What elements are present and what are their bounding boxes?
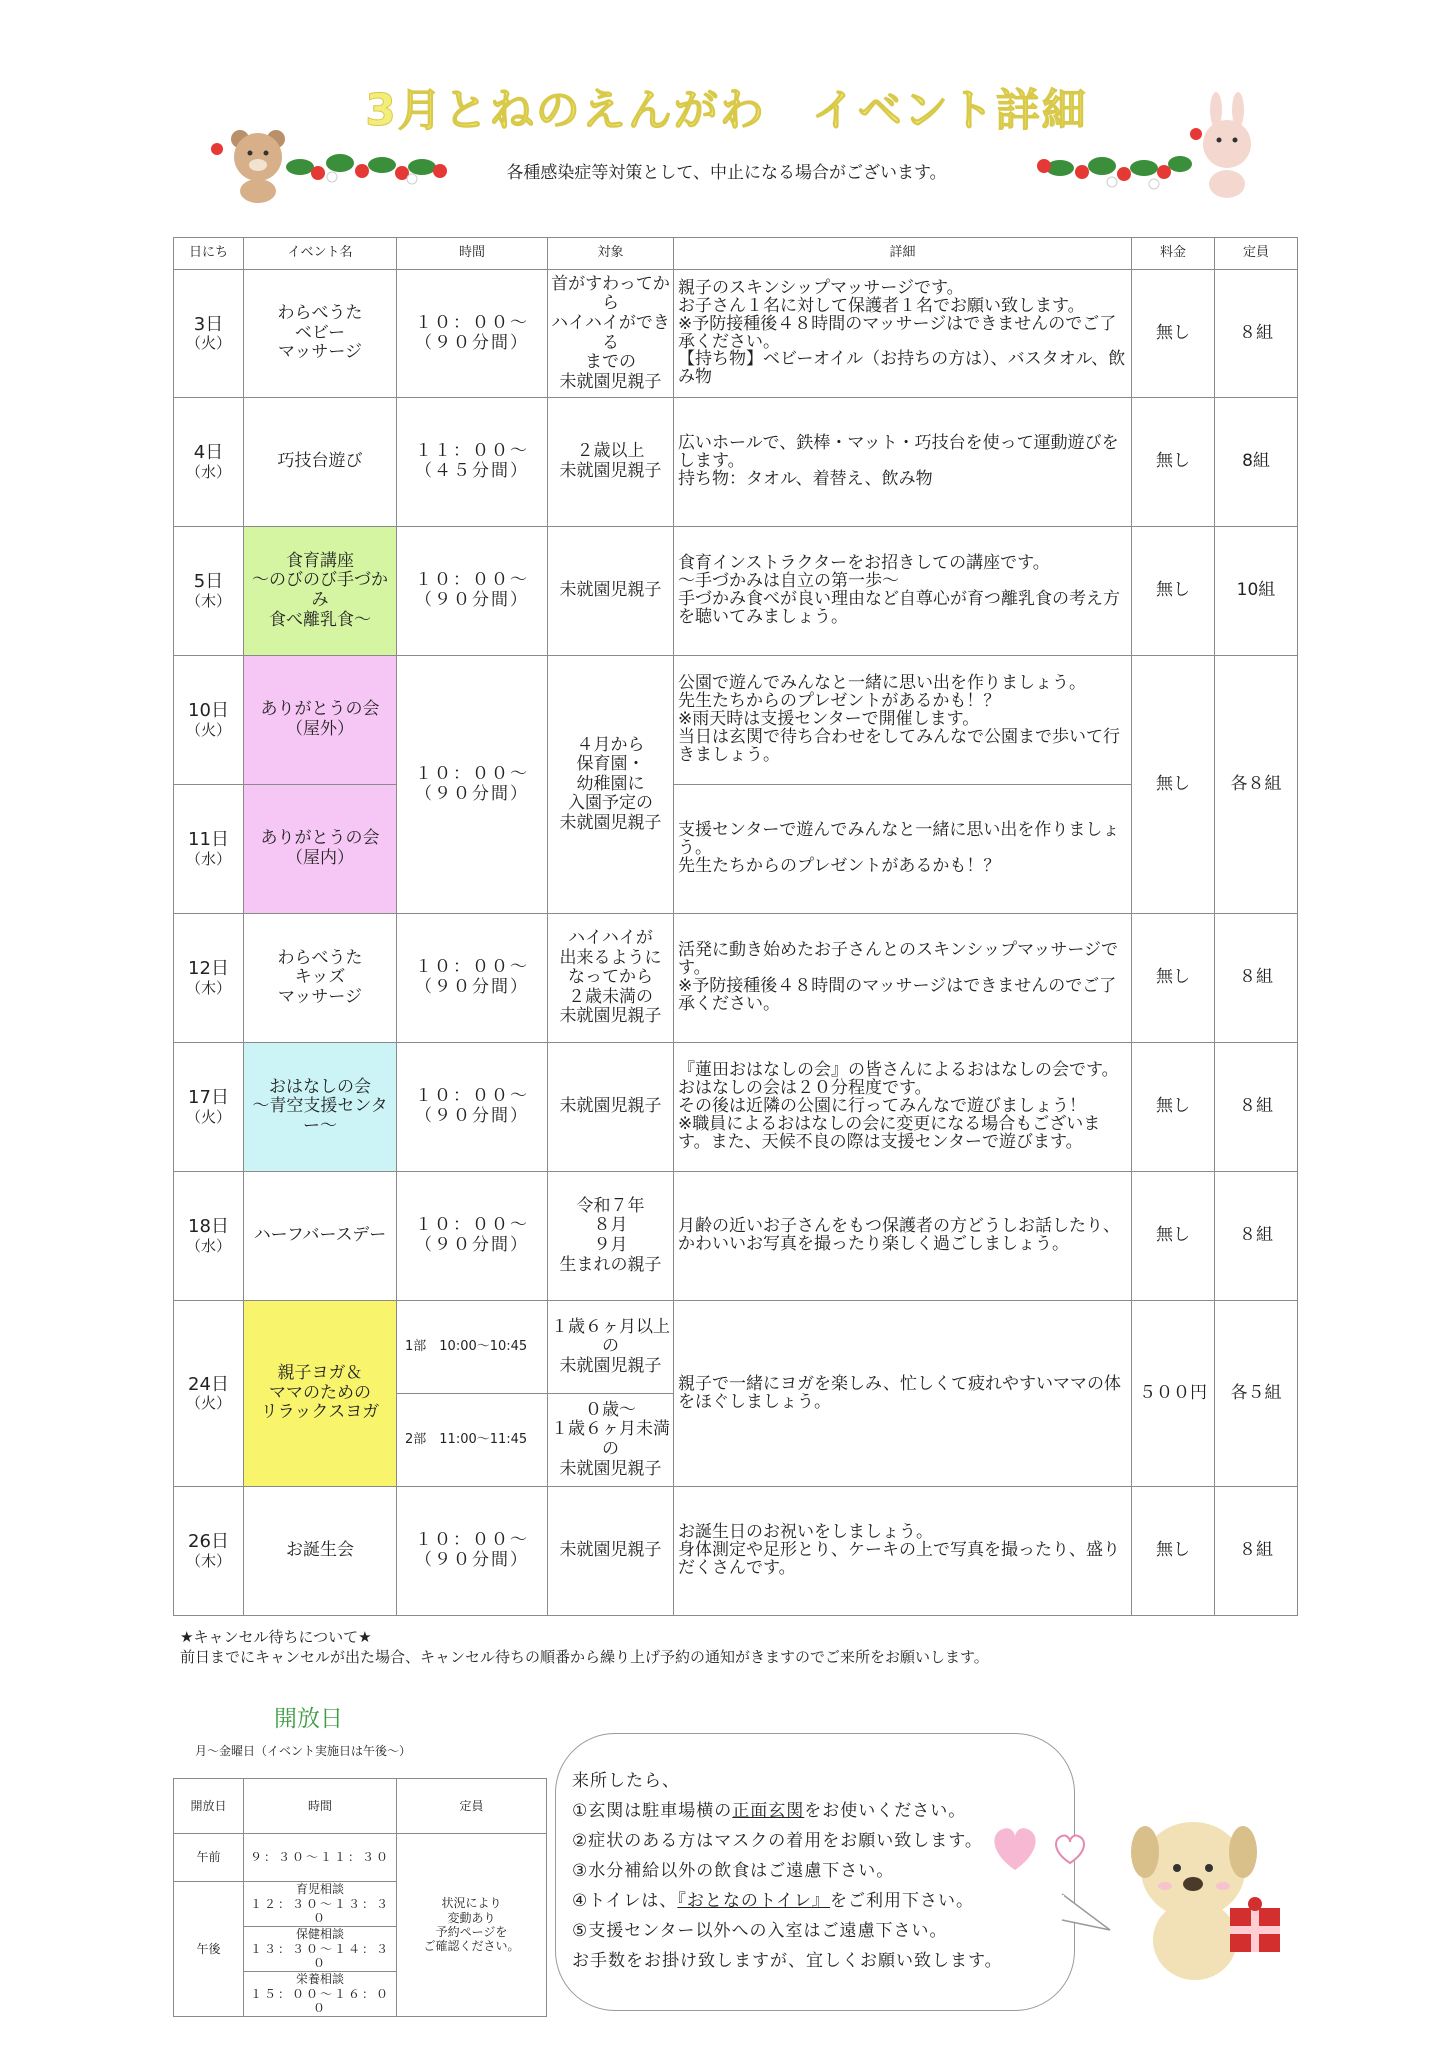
event-date (174, 1172, 244, 1301)
header-date: 日にち (174, 238, 244, 270)
open-header-row (174, 1779, 547, 1834)
date-number: 5日 (193, 571, 224, 593)
date-weekday: （木） (185, 978, 231, 997)
event-capacity: 8組 (1215, 398, 1298, 527)
event-fee: 無し (1132, 1172, 1215, 1301)
session-time: １３：３０～１４：３０ (249, 1941, 390, 1971)
cancel-note (180, 1627, 989, 1668)
event-capacity: ８組 (1215, 1487, 1298, 1616)
dog-with-gift-illustration (1115, 1790, 1295, 1990)
event-name: ありがとうの会 （屋内） (244, 785, 397, 914)
event-name: 食育講座 ～のびのび手づかみ 食べ離乳食～ (244, 527, 397, 656)
date-number: 26日 (188, 1531, 229, 1553)
open-header-capacity: 定員 (397, 1779, 547, 1834)
event-date (174, 270, 244, 398)
header-capacity: 定員 (1215, 238, 1298, 270)
date-number: 3日 (193, 313, 224, 335)
session-cell (244, 1972, 397, 2017)
event-detail: 広いホールで、鉄棒・マット・巧技台を使って運動遊びをします。 持ち物：タオル、着替え、飲み物 (674, 398, 1132, 527)
event-capacity: ８組 (1215, 914, 1298, 1043)
event-name: お誕生会 (244, 1487, 397, 1616)
open-capacity-note: 状況により 変動あり 予約ページを ご確認ください。 (397, 1834, 547, 2017)
open-header-day: 開放日 (174, 1779, 244, 1834)
header-detail: 詳細 (674, 238, 1132, 270)
open-days-title: 開放日 (274, 1706, 343, 1732)
event-time: １０：００～ （９０分間） (397, 1043, 548, 1172)
event-date (174, 1043, 244, 1172)
date-weekday: （木） (185, 1551, 231, 1570)
event-date (174, 1301, 244, 1487)
morning-time: ９：３０～１１：３０ (244, 1834, 397, 1882)
notice-line-3: ③水分補給以外の飲食はご遠慮下さい。 (572, 1861, 895, 1881)
table-row (174, 1172, 1298, 1301)
notice-line-2: ②症状のある方はマスクの着用をお願い致します。 (572, 1831, 983, 1851)
event-target-part1: １歳６ヶ月以上の 未就園児親子 (548, 1301, 674, 1394)
date-weekday: （水） (185, 849, 231, 868)
date-number: 10日 (188, 700, 229, 722)
header-time: 時間 (397, 238, 548, 270)
table-row (174, 270, 1298, 398)
notice-line-4-b: をご利用下さい。 (830, 1891, 975, 1911)
event-target: 首がすわってから ハイハイができる までの 未就園児親子 (548, 270, 674, 398)
page-subtitle: 各種感染症等対策として、中止になる場合がございます。 (506, 163, 947, 183)
header-target: 対象 (548, 238, 674, 270)
events-header-row (174, 238, 1298, 270)
event-time-part1: 1部 10:00～10:45 (397, 1301, 548, 1394)
notice-line-4-underline: 『おとなのトイレ』 (677, 1891, 831, 1911)
afternoon-label: 午後 (174, 1882, 244, 2017)
event-date (174, 656, 244, 785)
notice-line-5: ⑤支援センター以外への入室はご遠慮下さい。 (572, 1921, 948, 1941)
table-row (174, 1487, 1298, 1616)
event-detail: 親子のスキンシップマッサージです。 お子さん１名に対して保護者１名でお願い致します。 ※予防接種後４８時間のマッサージはできませんのでご了承ください。 【持ち物】ベビーオイル（お持ちの方は）、バスタオル、飲み物 (674, 270, 1132, 398)
date-weekday: （水） (185, 1236, 231, 1255)
event-time: １０：００～ （９０分間） (397, 1172, 548, 1301)
open-days-table (173, 1778, 547, 2017)
event-target: ハイハイが 出来るように なってから ２歳未満の 未就園児親子 (548, 914, 674, 1043)
notice-closing: お手数をお掛け致しますが、宜しくお願い致します。 (572, 1951, 1003, 1971)
notice-line-1-a: ①玄関は駐車場横の (572, 1801, 733, 1821)
hearts-icon (985, 1815, 1095, 1885)
event-date (174, 1487, 244, 1616)
event-time: １０：００～ （９０分間） (397, 527, 548, 656)
event-date (174, 527, 244, 656)
session-name: 保健相談 (295, 1927, 344, 1942)
event-fee: ５００円 (1132, 1301, 1215, 1487)
events-table (173, 237, 1298, 1616)
event-detail: お誕生日のお祝いをしましょう。 身体測定や足形とり、ケーキの上で写真を撮ったり、盛りだくさんです。 (674, 1487, 1132, 1616)
date-weekday: （木） (185, 591, 231, 610)
notice-line-1 (572, 1796, 1003, 1826)
event-detail: 支援センターで遊んでみんなと一緒に思い出を作りましょう。 先生たちからのプレゼントがあるかも！？ (674, 785, 1132, 914)
event-name: 親子ヨガ＆ ママのための リラックスヨガ (244, 1301, 397, 1487)
event-fee: 無し (1132, 527, 1215, 656)
table-row (174, 527, 1298, 656)
page-title: 3月とねのえんがわ イベント詳細 (365, 85, 1088, 136)
event-fee: 無し (1132, 1487, 1215, 1616)
session-time: １２：３０～１３：３０ (249, 1896, 390, 1926)
table-row (174, 656, 1298, 785)
event-target: 未就園児親子 (548, 1487, 674, 1616)
date-weekday: （火） (185, 1394, 231, 1413)
notice-line-4 (572, 1886, 1003, 1916)
event-target: 未就園児親子 (548, 1043, 674, 1172)
table-row (174, 398, 1298, 527)
date-number: 18日 (188, 1216, 229, 1238)
morning-label: 午前 (174, 1834, 244, 1882)
table-row (174, 1301, 1298, 1394)
notice-line-1-underline: 正面玄関 (732, 1801, 805, 1821)
session-name: 育児相談 (295, 1882, 344, 1897)
session-time: １５：００～１６：００ (249, 1986, 390, 2016)
event-target-part2: ０歳～ １歳６ヶ月未満の 未就園児親子 (548, 1394, 674, 1487)
event-name: ハーフバースデー (244, 1172, 397, 1301)
open-days-subtitle: 月～金曜日（イベント実施日は午後～） (195, 1744, 412, 1758)
event-fee: 無し (1132, 398, 1215, 527)
event-fee: 無し (1132, 656, 1215, 914)
session-name: 栄養相談 (295, 1972, 344, 1987)
notice-text (572, 1766, 1003, 1976)
event-time: １０：００～ （９０分間） (397, 914, 548, 1043)
date-number: 17日 (188, 1087, 229, 1109)
date-number: 12日 (188, 958, 229, 980)
cancel-note-title: ★キャンセル待ちについて★ (180, 1628, 372, 1646)
bubble-tail (1060, 1890, 1120, 1950)
date-number: 4日 (193, 442, 224, 464)
event-capacity: ８組 (1215, 270, 1298, 398)
event-capacity: 各８組 (1215, 656, 1298, 914)
event-capacity: ８組 (1215, 1172, 1298, 1301)
event-detail: 活発に動き始めたお子さんとのスキンシップマッサージです。 ※予防接種後４８時間のマッサージはできませんのでご了承ください。 (674, 914, 1132, 1043)
event-time: １１：００～ （４５分間） (397, 398, 548, 527)
event-target: ２歳以上 未就園児親子 (548, 398, 674, 527)
notice-line-1-b: をお使いください。 (804, 1801, 967, 1821)
event-name: わらべうた ベビー マッサージ (244, 270, 397, 398)
event-detail: 月齢の近いお子さんをもつ保護者の方どうしお話したり、かわいいお写真を撮ったり楽しく過ごしましょう。 (674, 1172, 1132, 1301)
event-name: おはなしの会 ～青空支援センター～ (244, 1043, 397, 1172)
event-time: １０：００～ （９０分間） (397, 656, 548, 914)
date-number: 11日 (188, 829, 229, 851)
header-fee: 料金 (1132, 238, 1215, 270)
event-target: 未就園児親子 (548, 527, 674, 656)
header-event-name: イベント名 (244, 238, 397, 270)
event-capacity: 10組 (1215, 527, 1298, 656)
session-cell (244, 1882, 397, 1927)
open-row-morning (174, 1834, 547, 1882)
event-name: 巧技台遊び (244, 398, 397, 527)
event-date (174, 398, 244, 527)
rabbit-strawberry-illustration (1030, 88, 1280, 203)
notice-intro: 来所したら、 (572, 1771, 680, 1791)
event-target: 令和７年 ８月 ９月 生まれの親子 (548, 1172, 674, 1301)
cancel-note-body: 前日までにキャンセルが出た場合、キャンセル待ちの順番から繰り上げ予約の通知がきますのでご来所をお願いします。 (180, 1648, 989, 1667)
event-time-part2: 2部 11:00～11:45 (397, 1394, 548, 1487)
event-detail: 『蓮田おはなしの会』の皆さんによるおはなしの会です。 おはなしの会は２０分程度です。 その後は近隣の公園に行ってみんなで遊びましょう！ ※職員によるおはなしの会に変更になる場合もございます。また、天候不良の際は支援センターで遊びます。 (674, 1043, 1132, 1172)
session-cell (244, 1927, 397, 1972)
event-fee: 無し (1132, 914, 1215, 1043)
table-row (174, 914, 1298, 1043)
date-weekday: （水） (185, 462, 231, 481)
table-row (174, 785, 1298, 914)
event-target: ４月から 保育園・ 幼稚園に 入園予定の 未就園児親子 (548, 656, 674, 914)
notice-line-4-a: ④トイレは、 (572, 1891, 678, 1911)
event-capacity: ８組 (1215, 1043, 1298, 1172)
event-detail: 食育インストラクターをお招きしての講座です。 ～手づかみは自立の第一歩～ 手づかみ食べが良い理由など自尊心が育つ離乳食の考え方を聴いてみましょう。 (674, 527, 1132, 656)
event-capacity: 各５組 (1215, 1301, 1298, 1487)
table-row (174, 1043, 1298, 1172)
event-detail: 親子で一緒にヨガを楽しみ、忙しくて疲れやすいママの体をほぐしましょう。 (674, 1301, 1132, 1487)
event-date (174, 914, 244, 1043)
event-time: １０：００～ （９０分間） (397, 1487, 548, 1616)
event-name: わらべうた キッズ マッサージ (244, 914, 397, 1043)
bear-strawberry-illustration (200, 105, 460, 205)
date-number: 24日 (188, 1373, 229, 1395)
date-weekday: （火） (185, 334, 231, 353)
event-fee: 無し (1132, 270, 1215, 398)
date-weekday: （火） (185, 1107, 231, 1126)
event-name: ありがとうの会 （屋外） (244, 656, 397, 785)
date-weekday: （火） (185, 720, 231, 739)
open-header-time: 時間 (244, 1779, 397, 1834)
event-time: １０：００～ （９０分間） (397, 270, 548, 398)
event-fee: 無し (1132, 1043, 1215, 1172)
event-detail: 公園で遊んでみんなと一緒に思い出を作りましょう。 先生たちからのプレゼントがあるかも！？ ※雨天時は支援センターで開催します。 当日は玄関で待ち合わせをしてみんなで公園まで歩いて行きましょう。 (674, 656, 1132, 785)
event-date (174, 785, 244, 914)
